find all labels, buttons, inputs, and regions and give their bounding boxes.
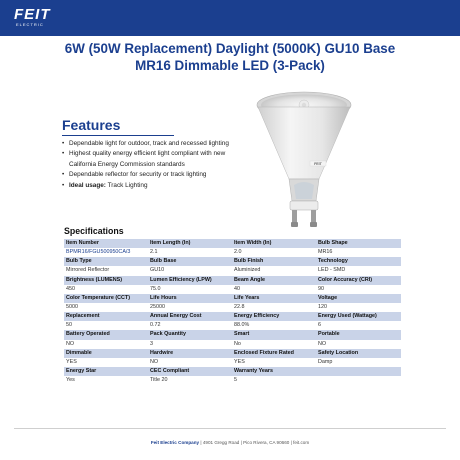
spec-label-cell: Pack Quantity — [148, 330, 232, 339]
spec-label-cell: Life Hours — [148, 294, 232, 303]
spec-label-cell: Replacement — [64, 312, 148, 321]
spec-label-cell: Energy Used (Wattage) — [316, 312, 401, 321]
spec-label-row — [64, 367, 401, 376]
spec-label-row — [64, 312, 401, 321]
spec-value-cell: 2.0 — [232, 248, 316, 257]
spec-value-cell: 120 — [316, 303, 401, 312]
spec-value-cell: 75.0 — [148, 285, 232, 294]
spec-value-cell: 25000 — [148, 303, 232, 312]
spec-value-cell: 3 — [148, 340, 232, 349]
specifications-table — [64, 239, 401, 385]
footer-divider — [14, 428, 446, 429]
spec-value-cell: Damp — [316, 358, 401, 367]
spec-label-cell: Hardwire — [148, 349, 232, 358]
footer-address: 4901 Gregg Road | Pico Rivera, CA 90660 | — [202, 440, 292, 445]
spec-label-cell: Bulb Finish — [232, 257, 316, 266]
logo-subtitle: ELECTRIC — [16, 22, 44, 27]
spec-value-cell: NO — [64, 340, 148, 349]
spec-label-row — [64, 294, 401, 303]
bulb-base — [290, 201, 318, 210]
spec-label-row — [64, 349, 401, 358]
spec-label-cell: Bulb Shape — [316, 239, 401, 248]
spec-value-cell — [316, 376, 401, 385]
spec-label-cell: Annual Energy Cost — [148, 312, 232, 321]
spec-value-cell: LED - SMD — [316, 266, 401, 275]
glass-capsule — [294, 182, 314, 199]
spec-label-cell — [316, 367, 401, 376]
footer-website[interactable]: feit.com — [293, 440, 310, 445]
spec-value-cell: 40 — [232, 285, 316, 294]
spec-value-row — [64, 285, 401, 294]
spec-value-cell: 450 — [64, 285, 148, 294]
spec-label-cell: Life Years — [232, 294, 316, 303]
spec-label-cell: Color Accuracy (CRI) — [316, 276, 401, 285]
spec-value-cell: 90 — [316, 285, 401, 294]
spec-value-row — [64, 248, 401, 257]
features-heading: Features — [62, 117, 121, 133]
spec-value-cell: Aluminized — [232, 266, 316, 275]
spec-value-cell: NO — [316, 340, 401, 349]
spec-value-row — [64, 321, 401, 330]
spec-value-row — [64, 358, 401, 367]
spec-label-cell: Bulb Type — [64, 257, 148, 266]
spec-value-cell: 5 — [232, 376, 316, 385]
brand-mark: FEIT — [314, 162, 322, 166]
product-title — [0, 40, 460, 74]
spec-value-cell: BPMR16/FGU500950CA/3 — [64, 248, 148, 257]
spec-value-cell: MR16 — [316, 248, 401, 257]
spec-label-cell: Lumen Efficiency (LPW) — [148, 276, 232, 285]
spec-value-row — [64, 303, 401, 312]
feit-logo: FEIT — [14, 6, 51, 23]
spec-value-cell: 50 — [64, 321, 148, 330]
features-divider — [62, 135, 174, 136]
spec-value-cell: 88.0% — [232, 321, 316, 330]
led-bulb-image — [254, 89, 354, 235]
spec-value-cell: Title 20 — [148, 376, 232, 385]
feature-item: • Dependable reflector for security or track lighting — [62, 170, 248, 180]
spec-label-row — [64, 257, 401, 266]
feature-item: • Dependable light for outdoor, track and recessed lighting — [62, 139, 248, 149]
spec-value-cell: NO — [148, 358, 232, 367]
spec-label-cell: Battery Operated — [64, 330, 148, 339]
brand-header — [0, 0, 460, 36]
spec-label-cell: Item Number — [64, 239, 148, 248]
spec-label-cell: Voltage — [316, 294, 401, 303]
spec-label-cell: Safety Location — [316, 349, 401, 358]
spec-label-cell: Beam Angle — [232, 276, 316, 285]
spec-label-cell: Enclosed Fixture Rated — [232, 349, 316, 358]
spec-label-cell: Technology — [316, 257, 401, 266]
spec-value-cell: GU10 — [148, 266, 232, 275]
footer-separator: | — [200, 440, 203, 445]
spec-label-cell: Item Width (In) — [232, 239, 316, 248]
gu10-pin-right — [311, 210, 316, 224]
spec-value-cell: 22.8 — [232, 303, 316, 312]
spec-value-row — [64, 376, 401, 385]
features-list — [62, 139, 248, 191]
spec-value-cell: Mirrored Reflector — [64, 266, 148, 275]
spec-label-cell: Bulb Base — [148, 257, 232, 266]
ideal-usage-value: Track Lighting — [107, 181, 148, 189]
ideal-usage-label: Ideal usage: — [69, 181, 106, 189]
spec-value-cell: YES — [232, 358, 316, 367]
specifications-heading: Specifications — [64, 226, 124, 236]
spec-label-cell: Warranty Years — [232, 367, 316, 376]
spec-label-row — [64, 276, 401, 285]
spec-value-cell: 6 — [316, 321, 401, 330]
bulb-body — [258, 107, 350, 179]
footer — [0, 440, 460, 446]
title-line-1: 6W (50W Replacement) Daylight (5000K) GU10 Base — [64, 41, 396, 56]
spec-value-cell: Yes — [64, 376, 148, 385]
spec-value-cell: 2.1 — [148, 248, 232, 257]
spec-value-cell: 0.72 — [148, 321, 232, 330]
spec-label-cell: Dimmable — [64, 349, 148, 358]
feature-item: • Highest quality energy efficient light compliant with new California Energy Commission standards — [62, 149, 248, 170]
spec-label-cell: CEC Compliant — [148, 367, 232, 376]
spec-value-cell: 5000 — [64, 303, 148, 312]
spec-label-cell: Smart — [232, 330, 316, 339]
spec-label-cell: Energy Efficiency — [232, 312, 316, 321]
spec-label-cell: Brightness (LUMENS) — [64, 276, 148, 285]
spec-value-row — [64, 266, 401, 275]
spec-value-row — [64, 340, 401, 349]
spec-value-cell: No — [232, 340, 316, 349]
gu10-pin-left — [292, 210, 297, 224]
spec-label-cell: Energy Star — [64, 367, 148, 376]
spec-value-cell: YES — [64, 358, 148, 367]
spec-label-cell: Color Temperature (CCT) — [64, 294, 148, 303]
spec-label-row — [64, 239, 401, 248]
feature-item-ideal-usage — [62, 181, 248, 191]
title-line-2: MR16 Dimmable LED (3-Pack) — [135, 58, 325, 73]
spec-label-cell: Portable — [316, 330, 401, 339]
spec-label-cell: Item Length (In) — [148, 239, 232, 248]
footer-company: Feit Electric Company — [150, 440, 200, 445]
spec-label-row — [64, 330, 401, 339]
